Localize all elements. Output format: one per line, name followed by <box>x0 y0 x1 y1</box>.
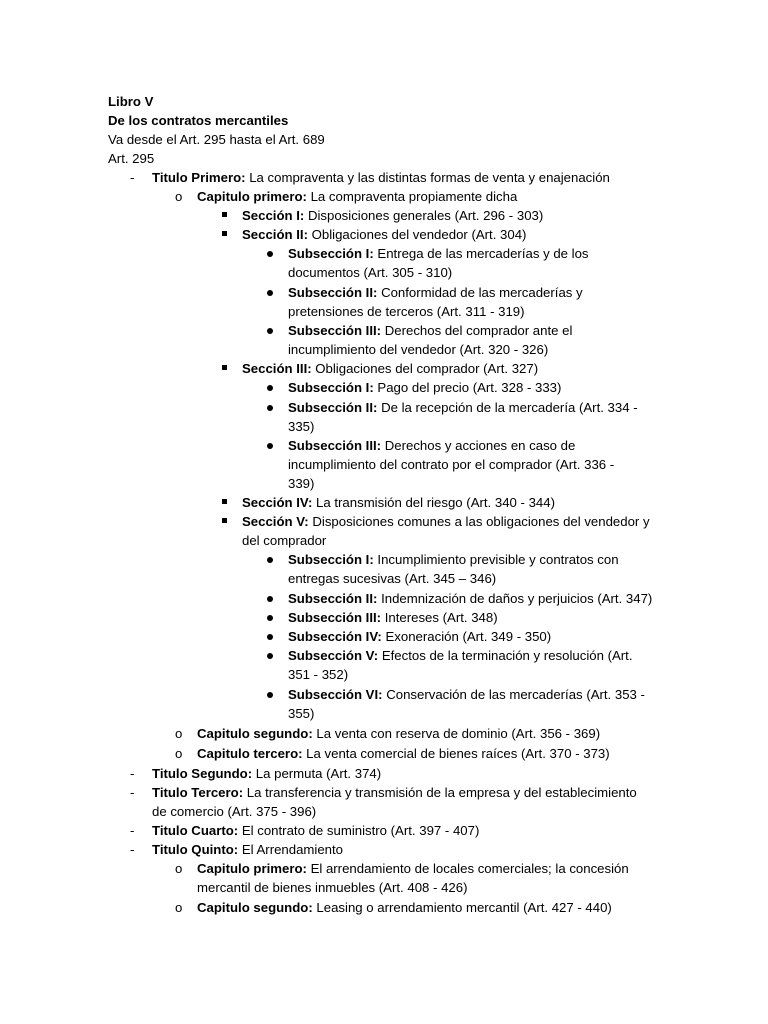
subseccion-5-1: Subsección I: Incumplimiento previsible y contratos con <box>288 552 619 567</box>
square-bullet-icon <box>222 499 227 504</box>
subseccion-2-1: Subsección I: Entrega de las mercaderías y de los <box>288 246 589 261</box>
round-bullet-icon <box>267 290 273 296</box>
round-bullet-icon <box>267 385 273 391</box>
seccion-5-cont: del comprador <box>242 533 327 548</box>
titulo-quinto-capitulo-segundo: Capitulo segundo: Leasing o arrendamiento mercantil (Art. 427 - 440) <box>197 900 612 915</box>
seccion-1: Sección I: Disposiciones generales (Art. 296 - 303) <box>242 208 544 223</box>
circle-marker: o <box>175 861 183 876</box>
round-bullet-icon <box>267 443 273 449</box>
titulo-segundo: Titulo Segundo: La permuta (Art. 374) <box>152 766 382 781</box>
dash-marker: - <box>130 170 135 185</box>
seccion-3: Sección III: Obligaciones del comprador (Art. 327) <box>242 361 539 376</box>
round-bullet-icon <box>267 251 273 257</box>
circle-marker: o <box>175 726 183 741</box>
square-bullet-icon <box>222 212 227 217</box>
seccion-4: Sección IV: La transmisión del riesgo (Art. 340 - 344) <box>242 495 555 510</box>
round-bullet-icon <box>267 328 273 334</box>
subseccion-5-4: Subsección IV: Exoneración (Art. 349 - 350) <box>288 629 552 644</box>
round-bullet-icon <box>267 615 273 621</box>
start-article: Art. 295 <box>108 151 155 166</box>
subseccion-3-1: Subsección I: Pago del precio (Art. 328 - 333) <box>288 380 562 395</box>
article-range: Va desde el Art. 295 hasta el Art. 689 <box>108 132 325 147</box>
dash-marker: - <box>130 766 135 781</box>
dash-marker: - <box>130 785 135 800</box>
capitulo-primero: Capitulo primero: La compraventa propiamente dicha <box>197 189 518 204</box>
subseccion-5-2: Subsección II: Indemnización de daños y perjuicios (Art. 347) <box>288 591 653 606</box>
subseccion-5-6: Subsección VI: Conservación de las mercaderías (Art. 353 - <box>288 687 645 702</box>
circle-marker: o <box>175 746 183 761</box>
round-bullet-icon <box>267 405 273 411</box>
titulo-cuarto: Titulo Cuarto: El contrato de suministro (Art. 397 - 407) <box>152 823 480 838</box>
subseccion-2-3-cont: incumplimiento del vendedor (Art. 320 - 326) <box>288 342 549 357</box>
book-subject: De los contratos mercantiles <box>108 113 289 128</box>
titulo-quinto-capitulo-primero: Capitulo primero: El arrendamiento de locales comerciales; la concesión <box>197 861 629 876</box>
dash-marker: - <box>130 823 135 838</box>
round-bullet-icon <box>267 596 273 602</box>
dash-marker: - <box>130 842 135 857</box>
round-bullet-icon <box>267 692 273 698</box>
capitulo-tercero: Capitulo tercero: La venta comercial de bienes raíces (Art. 370 - 373) <box>197 746 610 761</box>
round-bullet-icon <box>267 634 273 640</box>
subseccion-3-2-cont: 335) <box>288 419 315 434</box>
titulo-quinto: Titulo Quinto: El Arrendamiento <box>152 842 344 857</box>
seccion-2: Sección II: Obligaciones del vendedor (Art. 304) <box>242 227 527 242</box>
subseccion-5-3: Subsección III: Intereses (Art. 348) <box>288 610 498 625</box>
square-bullet-icon <box>222 365 227 370</box>
subseccion-3-3: Subsección III: Derechos y acciones en caso de <box>288 438 576 453</box>
seccion-5: Sección V: Disposiciones comunes a las obligaciones del vendedor y <box>242 514 650 529</box>
book-title: Libro V <box>108 94 154 109</box>
titulo-tercero: Titulo Tercero: La transferencia y transmisión de la empresa y del establecimiento <box>152 785 637 800</box>
subseccion-2-3: Subsección III: Derechos del comprador ante el <box>288 323 573 338</box>
subseccion-5-5: Subsección V: Efectos de la terminación y resolución (Art. <box>288 648 633 663</box>
circle-marker: o <box>175 900 183 915</box>
subseccion-5-5-cont: 351 - 352) <box>288 667 349 682</box>
titulo-quinto-capitulo-primero-cont: mercantil de bienes inmuebles (Art. 408 - 426) <box>197 880 468 895</box>
subseccion-3-3-cont2: 339) <box>288 476 315 491</box>
subseccion-2-2-cont: pretensiones de terceros (Art. 311 - 319) <box>288 304 525 319</box>
subseccion-5-6-cont: 355) <box>288 706 315 721</box>
titulo-primero: Titulo Primero: La compraventa y las distintas formas de venta y enajenación <box>152 170 610 185</box>
round-bullet-icon <box>267 557 273 563</box>
titulo-tercero-cont: de comercio (Art. 375 - 396) <box>152 804 317 819</box>
square-bullet-icon <box>222 231 227 236</box>
subseccion-2-1-cont: documentos (Art. 305 - 310) <box>288 265 453 280</box>
subseccion-3-3-cont: incumplimiento del contrato por el comprador (Art. 336 - <box>288 457 615 472</box>
subseccion-2-2: Subsección II: Conformidad de las mercaderías y <box>288 285 583 300</box>
circle-marker: o <box>175 189 183 204</box>
subseccion-5-1-cont: entregas sucesivas (Art. 345 – 346) <box>288 571 497 586</box>
round-bullet-icon <box>267 653 273 659</box>
subseccion-3-2: Subsección II: De la recepción de la mercadería (Art. 334 - <box>288 400 638 415</box>
square-bullet-icon <box>222 518 227 523</box>
capitulo-segundo: Capitulo segundo: La venta con reserva de dominio (Art. 356 - 369) <box>197 726 601 741</box>
